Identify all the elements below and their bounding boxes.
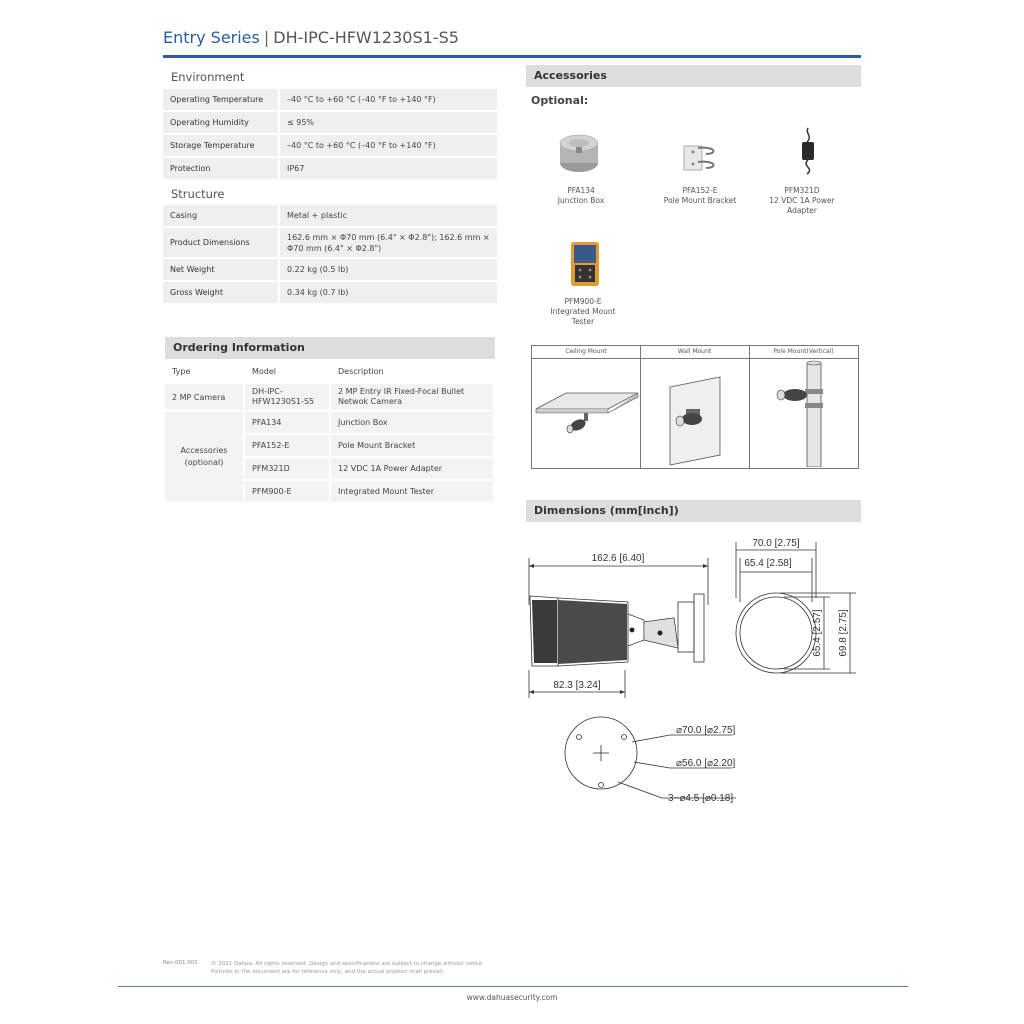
accessory-model: PFM900-E [564,297,602,306]
spec-label: Protection [163,158,278,179]
spec-value: 0.22 kg (0.5 lb) [278,259,497,280]
table-row [165,411,494,434]
structure-heading: Structure [171,187,225,201]
base-hole-circle-label: ⌀56.0 [⌀2.20] [676,758,736,769]
inner-width-label: 65.4 [2.58] [744,558,792,569]
order-model: PFM900-E [244,480,330,503]
table-row [163,228,497,257]
spec-value: 0.34 kg (0.7 lb) [278,282,497,303]
column-header: Model [244,360,330,383]
accessory-model: PFM321D [784,186,820,195]
structure-table [163,203,497,305]
footer-rule [118,986,908,987]
base-holes-label: 3−⌀4.5 [⌀0.18] [668,793,734,804]
wall-mount-illustration [640,359,749,467]
order-model: PFA134 [244,411,330,434]
title-separator: | [263,28,270,47]
spec-label: Storage Temperature [163,135,278,156]
ordering-table [165,360,495,504]
order-description: Pole Mount Bracket [330,434,494,457]
revision-label: Rev 001.001 [163,960,198,966]
page-title [163,28,459,47]
series-name: Entry Series [163,28,260,47]
order-model: PFA152-E [244,434,330,457]
spec-label: Casing [163,205,278,226]
accessories-title: Accessories [526,65,861,87]
copyright-notice [211,960,484,976]
spec-label: Product Dimensions [163,228,278,257]
accessory-desc: 12 VDC 1A Power Adapter [769,196,835,215]
dimension-drawing [520,530,865,810]
ceiling-mount-illustration [532,359,640,467]
table-row [163,205,497,226]
outer-width-label: 70.0 [2.75] [752,538,800,549]
spec-label: Gross Weight [163,282,278,303]
accessory-model: PFA134 [567,186,595,195]
order-description: 12 VDC 1A Power Adapter [330,457,494,480]
outer-height-label: 69.8 [2.75] [838,609,849,657]
spec-value: ≤ 95% [278,112,497,133]
accessory-caption [538,297,628,327]
mount-options [531,345,859,469]
mount-label: Ceiling Mount [532,346,640,359]
spec-value: –40 °C to +60 °C (–40 °F to +140 °F) [278,89,497,110]
spec-value: IP67 [278,158,497,179]
ordering-title: Ordering Information [165,337,495,359]
copyright-line: © 2021 Dahua. All rights reserved. Design and specifications are subject to change without notice. [211,961,485,967]
order-model: DH-IPC-HFW1230S1-S5 [244,383,330,411]
mount-label: Wall Mount [640,346,749,359]
table-row [163,158,497,179]
accessory-model: PFA152-E [682,186,718,195]
spec-label: Operating Temperature [163,89,278,110]
spec-value: 162.6 mm × Φ70 mm (6.4" × Φ2.8"); 162.6 mm × Φ70 mm (6.4" × Φ2.8") [278,228,497,257]
ceiling-mount-panel [532,346,641,468]
length-label: 162.6 [6.40] [591,553,645,564]
junction-box-image [554,133,604,178]
website-link[interactable]: www.dahuasecurity.com [466,993,558,1002]
dimensions-title: Dimensions (mm[inch]) [526,500,861,522]
column-header: Description [330,360,494,383]
environment-heading: Environment [171,70,245,84]
base-outer-label: ⌀70.0 [⌀2.75] [676,725,736,736]
accessory-desc: Pole Mount Bracket [663,196,737,205]
accessory-caption [536,186,626,206]
optional-label: Optional: [531,94,589,107]
order-model: PFM321D [244,457,330,480]
table-row [163,135,497,156]
spec-value: Metal + plastic [278,205,497,226]
table-row [163,282,497,303]
order-description: Integrated Mount Tester [330,480,494,503]
environment-table [163,87,497,181]
pole-mount-bracket-image [680,140,722,176]
model-name: DH-IPC-HFW1230S1-S5 [273,28,459,47]
table-row [163,89,497,110]
pole-mount-illustration [749,359,858,467]
order-type: Accessories (optional) [165,411,244,503]
depth-label: 82.3 [3.24] [553,680,601,691]
accessory-caption [655,186,745,206]
table-row [163,259,497,280]
copyright-line: Pictures in the document are for reference only, and the actual product shall prevail. [211,969,445,975]
table-row [165,383,494,411]
accessory-caption [757,186,847,216]
inner-height-label: 65.4 [2.57] [812,609,823,657]
order-description: 2 MP Entry IR Fixed-Focal Bullet Netwok Camera [330,383,494,411]
spec-label: Net Weight [163,259,278,280]
accessory-desc: Junction Box [557,196,605,205]
power-adapter-image [793,126,823,176]
table-row [163,112,497,133]
wall-mount-panel [640,346,750,468]
table-header-row [165,360,494,383]
title-rule [163,55,861,58]
accessory-desc: Integrated Mount Tester [550,307,616,326]
column-header: Type [165,360,244,383]
pole-mount-panel [749,346,858,468]
order-description: Junction Box [330,411,494,434]
mount-tester-image [568,240,602,288]
order-type: 2 MP Camera [165,383,244,411]
mount-label: Pole Mount(Vertical) [749,346,858,359]
spec-label: Operating Humidity [163,112,278,133]
spec-value: –40 °C to +60 °C (–40 °F to +140 °F) [278,135,497,156]
